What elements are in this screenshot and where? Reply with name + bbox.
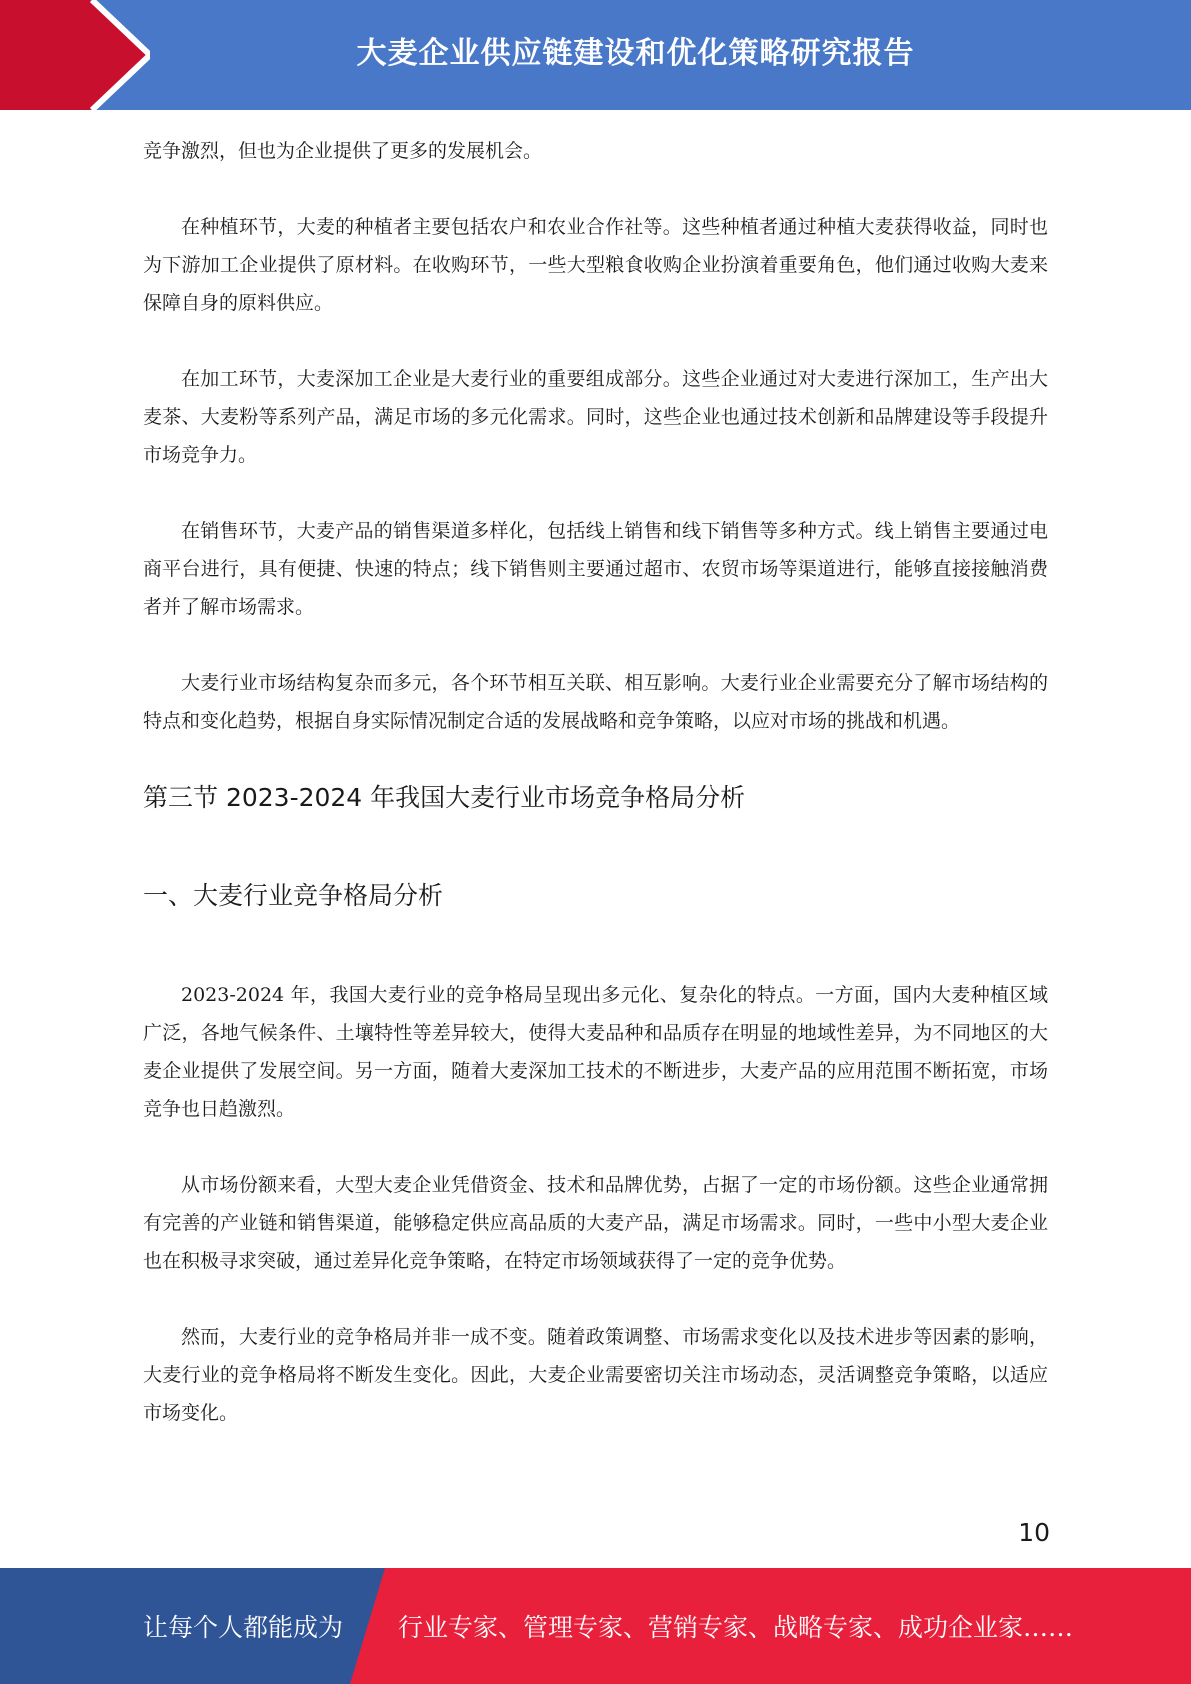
paragraph-planting: 在种植环节，大麦的种植者主要包括农户和农业合作社等。这些种植者通过种植大麦获得收益，同时也为下游加工企业提供了原材料。在收购环节，一些大型粮食收购企业扮演着重要角色，他们通过收购大麦来保障自身的原料供应。 [143,216,1048,314]
paragraph-market-structure: 大麦行业市场结构复杂而多元，各个环节相互关联、相互影响。大麦行业企业需要充分了解市场结构的特点和变化趋势，根据自身实际情况制定合适的发展战略和竞争策略，以应对市场的挑战和机遇。 [143,672,1048,732]
page-footer [0,1568,1191,1684]
section-heading: 第三节 2023-2024 年我国大麦行业市场竞争格局分析 [143,783,746,812]
paragraph-competition-change: 然而，大麦行业的竞争格局并非一成不变。随着政策调整、市场需求变化以及技术进步等因素的影响，大麦行业的竞争格局将不断发生变化。因此，大麦企业需要密切关注市场动态，灵活调整竞争策略，以适应市场变化。 [143,1326,1048,1424]
footer-slogan-left: 让每个人都能成为 [143,1613,344,1642]
page-header [0,0,1191,110]
paragraph-continuation: 竞争激烈，但也为企业提供了更多的发展机会。 [143,140,543,162]
paragraph-processing: 在加工环节，大麦深加工企业是大麦行业的重要组成部分。这些企业通过对大麦进行深加工，生产出大麦茶、大麦粉等系列产品，满足市场的多元化需求。同时，这些企业也通过技术创新和品牌建设等手段提升市场竞争力。 [143,368,1048,466]
paragraph-market-share: 从市场份额来看，大型大麦企业凭借资金、技术和品牌优势，占据了一定的市场份额。这些企业通常拥有完善的产业链和销售渠道，能够稳定供应高品质的大麦产品，满足市场需求。同时，一些中小型大麦企业也在积极寻求突破，通过差异化竞争策略，在特定市场领域获得了一定的竞争优势。 [143,1174,1048,1272]
page-number: 10 [1018,1518,1050,1547]
footer-slogan-right: 行业专家、管理专家、营销专家、战略专家、成功企业家…… [398,1613,1074,1642]
document-body [143,132,1048,1470]
paragraph-competition-overview: 2023-2024 年，我国大麦行业的竞争格局呈现出多元化、复杂化的特点。一方面，国内大麦种植区域广泛，各地气候条件、土壤特性等差异较大，使得大麦品种和品质存在明显的地域性差异，为不同地区的大麦企业提供了发展空间。另一方面，随着大麦深加工技术的不断进步，大麦产品的应用范围不断拓宽，市场竞争也日趋激烈。 [143,984,1048,1120]
report-title: 大麦企业供应链建设和优化策略研究报告 [356,36,915,71]
paragraph-sales: 在销售环节，大麦产品的销售渠道多样化，包括线上销售和线下销售等多种方式。线上销售主要通过电商平台进行，具有便捷、快速的特点；线下销售则主要通过超市、农贸市场等渠道进行，能够直接接触消费者并了解市场需求。 [143,520,1048,618]
header-red-arrow-decoration [0,0,150,110]
subsection-heading: 一、大麦行业竞争格局分析 [143,881,444,910]
